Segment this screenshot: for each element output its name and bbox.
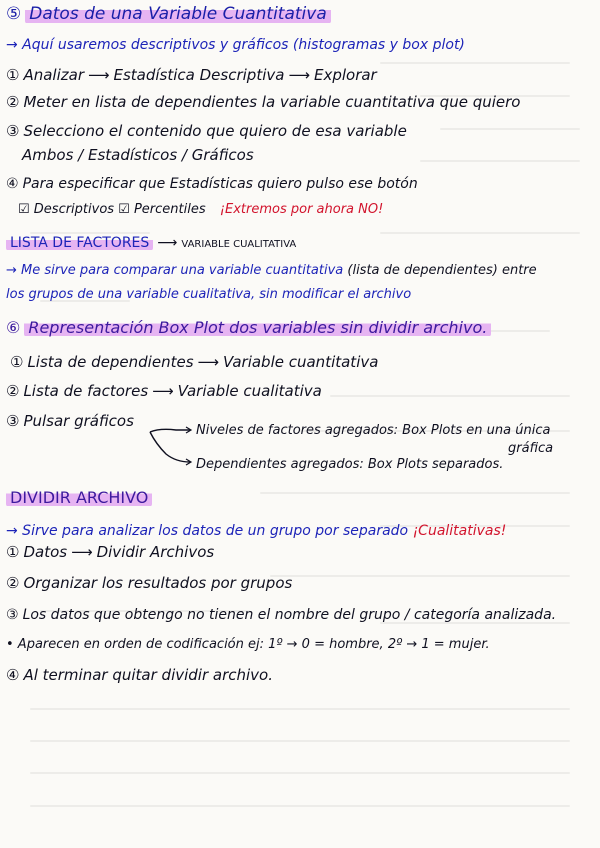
lista-factores-text-c: entre bbox=[501, 263, 537, 278]
section-6-branch-1-cont: gráfica bbox=[508, 441, 554, 456]
dividir-intro bbox=[6, 524, 506, 538]
s6-step-1-a: Lista de dependientes bbox=[27, 353, 194, 371]
arrow-icon: ⟶ bbox=[288, 66, 310, 84]
section-6-heading bbox=[6, 320, 491, 336]
s6-step-1-b: Variable cuantitativa bbox=[223, 353, 379, 371]
s6-step-1-number: ① bbox=[10, 353, 24, 371]
lista-factores-line-1 bbox=[6, 264, 537, 277]
d-step-1-b: Dividir Archivos bbox=[96, 543, 215, 561]
arrow-icon: ⟶ bbox=[197, 353, 220, 371]
step-3-text: Selecciono el contenido que quiero de esa variable bbox=[23, 122, 407, 140]
d-step-3-text: Los datos que obtengo no tienen el nombre del grupo / categoría analizada. bbox=[22, 607, 557, 623]
section-5-heading bbox=[6, 6, 331, 23]
el-archivo-text: el archivo bbox=[347, 287, 412, 302]
arrow-icon: ⟶ bbox=[152, 382, 174, 400]
d-step-2-number: ② bbox=[6, 574, 20, 592]
dividir-step-3 bbox=[6, 608, 556, 622]
s6-step-3-number: ③ bbox=[6, 412, 20, 430]
section-5-title: Datos de una Variable Cuantitativa bbox=[25, 4, 331, 24]
dividir-step-2 bbox=[6, 576, 292, 591]
lista-factores-text-a: → Me sirve para comparar una variable cuantitativa bbox=[6, 263, 344, 278]
variable-cualitativa-label: VARIABLE CUALITATIVA bbox=[181, 239, 297, 250]
dividir-intro-text: → Sirve para analizar los datos de un grupo por separado bbox=[6, 523, 409, 539]
extremos-warning: ¡Extremos por ahora NO! bbox=[219, 202, 384, 217]
lista-factores-title: LISTA DE FACTORES bbox=[6, 235, 153, 251]
section-6-step-3 bbox=[6, 414, 134, 429]
step-1-explorar: Explorar bbox=[313, 66, 377, 84]
d-step-4-number: ④ bbox=[6, 666, 20, 684]
s6-step-2-b: Variable cualitativa bbox=[177, 382, 322, 400]
dividir-bullet: • Aparecen en orden de codificación ej: 1º → 0 = hombre, 2º → 1 = mujer. bbox=[6, 637, 490, 652]
checkbox-options: ☑ Descriptivos ☑ Percentiles bbox=[18, 202, 206, 217]
lista-dependientes-note: (lista de dependientes) bbox=[347, 263, 498, 278]
section-5-step-4 bbox=[6, 177, 418, 191]
lista-factores-text-d: los grupos de una variable cualitativa, sin bbox=[6, 287, 278, 302]
dividir-heading bbox=[6, 490, 152, 506]
modificar-word: modificar bbox=[282, 287, 344, 302]
section-6-branch-1: Niveles de factores agregados: Box Plots en una única bbox=[196, 423, 551, 438]
s6-step-2-a: Lista de factores bbox=[23, 382, 149, 400]
brace-icon bbox=[146, 420, 196, 470]
step-4-number: ④ bbox=[6, 176, 19, 192]
dividir-step-1 bbox=[6, 545, 214, 560]
s6-step-3-a: Pulsar gráficos bbox=[23, 412, 134, 430]
section-5-number: ⑤ bbox=[6, 4, 22, 24]
d-step-1-number: ① bbox=[6, 543, 20, 561]
section-6-title: Representación Box Plot dos variables sin dividir archivo. bbox=[24, 318, 491, 337]
arrow-icon: ⟶ bbox=[71, 543, 93, 561]
arrow-icon: ⟶ bbox=[87, 66, 110, 84]
section-6-branch-2: Dependientes agregados: Box Plots separados. bbox=[196, 457, 504, 472]
step-2-number: ② bbox=[6, 93, 20, 111]
dividir-step-4 bbox=[6, 668, 273, 683]
arrow-icon: ⟶ bbox=[157, 235, 178, 251]
lista-factores-line-2 bbox=[6, 288, 411, 301]
dividir-title: DIVIDIR ARCHIVO bbox=[6, 488, 152, 507]
step-2-text: Meter en lista de dependientes la variable cuantitativa que quiero bbox=[23, 93, 521, 111]
section-6-number: ⑥ bbox=[6, 318, 21, 337]
section-5-step-4-options bbox=[18, 203, 383, 216]
section-5-step-3 bbox=[6, 124, 407, 139]
lista-factores-heading bbox=[6, 236, 296, 250]
section-5-step-3-options: Ambos / Estadísticos / Gráficos bbox=[22, 146, 254, 164]
section-5-step-1 bbox=[6, 68, 377, 83]
d-step-1-a: Datos bbox=[23, 543, 68, 561]
step-4-text: Para especificar que Estadísticas quiero pulso ese botón bbox=[22, 176, 418, 192]
section-5-step-2 bbox=[6, 95, 520, 110]
section-6-step-2 bbox=[6, 384, 322, 399]
step-1-number: ① bbox=[6, 66, 20, 84]
section-6-step-1 bbox=[10, 355, 378, 370]
d-step-2-text: Organizar los resultados por grupos bbox=[23, 574, 293, 592]
section-5-intro: → Aquí usaremos descriptivos y gráficos (histogramas y box plot) bbox=[6, 37, 465, 53]
step-1-estadistica: Estadística Descriptiva bbox=[113, 66, 285, 84]
cualitativas-note: ¡Cualitativas! bbox=[412, 523, 507, 539]
step-1-analizar: Analizar bbox=[23, 66, 84, 84]
s6-step-2-number: ② bbox=[6, 382, 20, 400]
d-step-3-number: ③ bbox=[6, 607, 19, 623]
d-step-4-text: Al terminar quitar dividir archivo. bbox=[23, 666, 274, 684]
step-3-number: ③ bbox=[6, 122, 20, 140]
